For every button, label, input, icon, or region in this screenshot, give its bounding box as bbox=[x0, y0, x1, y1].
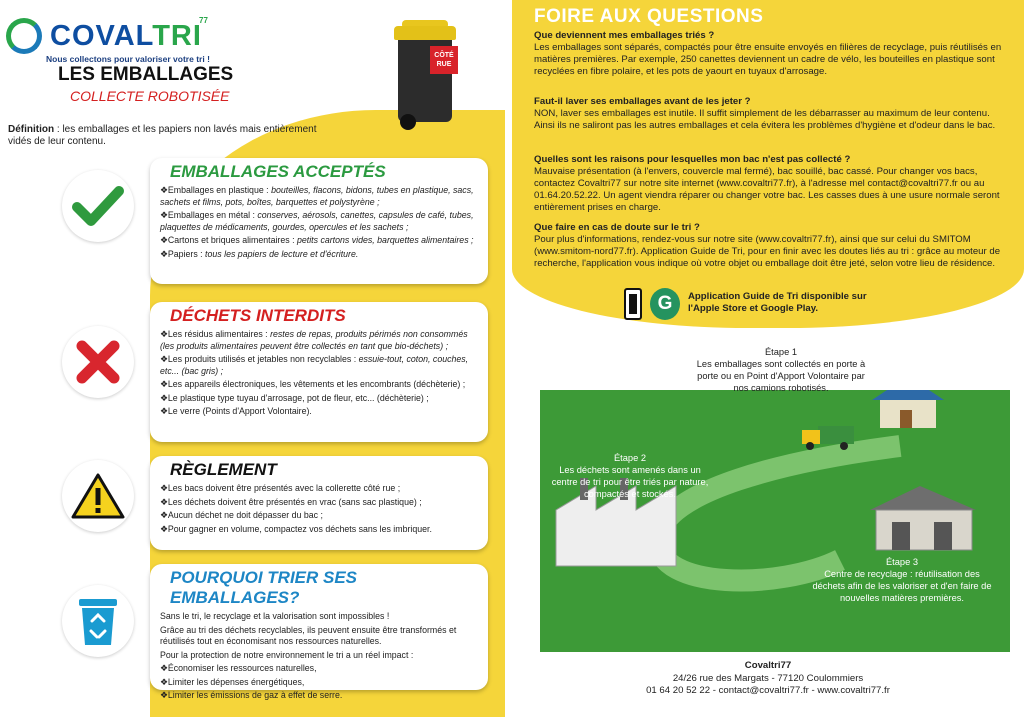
list-item: ❖Emballages en plastique : bouteilles, flacons, bidons, tubes en plastique, sacs, sachets et films, pots, boîtes, barquettes et polystyrène ; bbox=[160, 185, 474, 207]
page-title: LES EMBALLAGES bbox=[58, 64, 234, 85]
faq-item bbox=[534, 222, 1004, 270]
right-panel bbox=[512, 0, 1024, 717]
smartphone-icon bbox=[624, 288, 642, 320]
app-banner-text: Application Guide de Tri disponible sur l'Apple Store et Google Play. bbox=[688, 291, 867, 314]
list-item: ❖Papiers : tous les papiers de lecture et d'écriture. bbox=[160, 248, 359, 259]
list-item: Pour la protection de notre environnement le tri a un réel impact : bbox=[160, 649, 414, 660]
card-accepted-title: EMBALLAGES ACCEPTÉS bbox=[170, 162, 386, 181]
list-item: ❖Les déchets doivent être présentés en vrac (sans sac plastique) ; bbox=[160, 496, 422, 507]
definition: Définition : les emballages et les papiers non lavés mais entièrement vidés de leur contenu. bbox=[8, 124, 317, 147]
list-item: ❖Aucun déchet ne doit dépasser du bac ; bbox=[160, 510, 323, 520]
footer bbox=[512, 660, 1024, 698]
covaltri-logo bbox=[6, 14, 226, 70]
list-item: ❖Le verre (Points d'Apport Volontaire). bbox=[160, 406, 312, 416]
step-1: Étape 1 Les emballages sont collectés en porte à porte ou en Point d'Apport Volontaire par nos camions robotisés. bbox=[696, 347, 866, 393]
list-item: ❖Économiser les ressources naturelles, bbox=[160, 663, 317, 673]
card-accepted bbox=[150, 158, 488, 284]
cross-icon bbox=[62, 326, 134, 398]
footer-company: Covaltri77 bbox=[744, 660, 792, 671]
recycle-logo-icon bbox=[6, 18, 42, 54]
faq-item bbox=[534, 96, 1004, 132]
card-rules bbox=[150, 456, 488, 550]
faq-answer: NON, laver ses emballages est inutile. Il suffit simplement de les débarrasser au maximum de leur contenu. Ainsi ils ne saliront pas les autres emballages et cela évitera les problèmes d'hygiène et d'odeur dans le bac. bbox=[534, 108, 996, 131]
list-item: ❖Les bacs doivent être présentés avec la collerette côté rue ; bbox=[160, 483, 401, 493]
card-why-title: POURQUOI TRIER SES EMBALLAGES? bbox=[170, 568, 358, 607]
faq-title: FOIRE AUX QUESTIONS bbox=[534, 6, 764, 27]
recycle-bin-icon bbox=[62, 585, 134, 657]
app-banner bbox=[624, 288, 924, 324]
faq-answer: Les emballages sont séparés, compactés pour être ensuite envoyés en filières de recyclage, puis réutilisés en matières premières. Par exemple, 250 canettes deviennent un cadre de vélo, les bouteilles en plastique sont recyclées en fibre polaire, et les pots de yaourt en tuyaux d'arrosage. bbox=[534, 42, 1002, 77]
list-item: ❖Limiter les dépenses énergétiques, bbox=[160, 676, 305, 687]
faq-question: Que deviennent mes emballages triés ? bbox=[534, 30, 715, 41]
faq-answer: Mauvaise présentation (à l'envers, couvercle mal fermé), bac souillé, bac cassé. Pour changer vos bacs, contactez Covaltri77 sur notre site internet (www.covaltri77.fr), à l'adresse mel contact@covaltri77.fr ou au 01.64.20.52.22. Un agent viendra réparer ou changer votre bac. Les casses dues à une usure normale seront entièrement prises en charge. bbox=[534, 166, 1000, 213]
list-item: ❖Les appareils électroniques, les vêtements et les encombrants (déchèterie) ; bbox=[160, 379, 466, 389]
step-3: Étape 3 Centre de recyclage : réutilisation des déchets afin de les valoriser et d'en faire de nouvelles matières premières. bbox=[812, 557, 992, 603]
card-rules-title: RÈGLEMENT bbox=[170, 460, 277, 479]
faq-question: Faut-il laver ses emballages avant de les jeter ? bbox=[534, 96, 751, 107]
brand-name: COVALTRI bbox=[50, 20, 202, 52]
list-item: ❖Le plastique type tuyau d'arrosage, pot de fleur, etc... (déchèterie) ; bbox=[160, 392, 429, 403]
list-item: Sans le tri, le recyclage et la valorisation sont impossibles ! bbox=[160, 611, 390, 621]
list-item: ❖Pour gagner en volume, compactez vos déchets sans les imbriquer. bbox=[160, 523, 432, 534]
faq-item bbox=[534, 154, 1004, 214]
footer-contact: 01 64 20 52 22 - contact@covaltri77.fr - www.covaltri77.fr bbox=[646, 685, 890, 696]
wheelie-bin-icon bbox=[394, 18, 460, 130]
checkmark-icon bbox=[62, 170, 134, 242]
list-item: ❖Les produits utilisés et jetables non recyclables : essuie-tout, coton, couches, etc... (bac gris) ; bbox=[160, 354, 469, 376]
list-item: ❖Emballages en métal : conserves, aérosols, canettes, capsules de café, tubes, plaquettes de médicaments, gourdes, opercules et les sachets ; bbox=[160, 210, 474, 232]
card-why bbox=[150, 564, 488, 700]
brand-tagline: Nous collectons pour valoriser votre tri ! bbox=[46, 54, 210, 64]
house-icon bbox=[872, 390, 944, 428]
guide-de-tri-icon: G bbox=[650, 288, 680, 320]
bin-tag: CÔTÉ RUE bbox=[430, 46, 458, 74]
faq-item bbox=[534, 30, 1004, 78]
faq-answer: Pour plus d'informations, rendez-vous sur notre site (www.covaltri77.fr), ainsi que sur celui du SMITOM (www.smitom-nord77.fr). Application Guide de Tri, pour en finir avec les doutes liés au tri : grâce au moteur de recherche, l'application vous indique où votre objet ou emballage doit être jeté, selon votre lieu de résidence. bbox=[534, 234, 1001, 269]
warning-icon bbox=[62, 460, 134, 532]
step-2: Étape 2 Les déchets sont amenés dans un centre de tri pour être triés par nature, compactés et stockés. bbox=[551, 453, 709, 499]
faq-question: Quelles sont les raisons pour lesquelles mon bac n'est pas collecté ? bbox=[534, 154, 851, 165]
faq-question: Que faire en cas de doute sur le tri ? bbox=[534, 222, 700, 233]
process-illustration bbox=[540, 390, 1010, 652]
page-subtitle: COLLECTE ROBOTISÉE bbox=[70, 88, 230, 104]
list-item: ❖Limiter les émissions de gaz à effet de serre. bbox=[160, 690, 343, 700]
list-item: ❖Les résidus alimentaires : restes de repas, produits périmés non consommés (les produits alimentaires peuvent être collectés en tant que bio-déchets) ; bbox=[160, 329, 468, 351]
card-forbidden-title: DÉCHETS INTERDITS bbox=[170, 306, 346, 325]
brand-superscript: 77 bbox=[199, 16, 208, 25]
list-item: Grâce au tri des déchets recyclables, ils peuvent ensuite être transformés et réutilisés tout en économisant nos ressources naturelles. bbox=[160, 624, 457, 646]
card-forbidden bbox=[150, 302, 488, 442]
left-panel bbox=[0, 0, 505, 717]
footer-address: 24/26 rue des Margats - 77120 Coulommiers bbox=[672, 672, 864, 684]
list-item: ❖Cartons et briques alimentaires : petits cartons vides, barquettes alimentaires ; bbox=[160, 235, 474, 245]
